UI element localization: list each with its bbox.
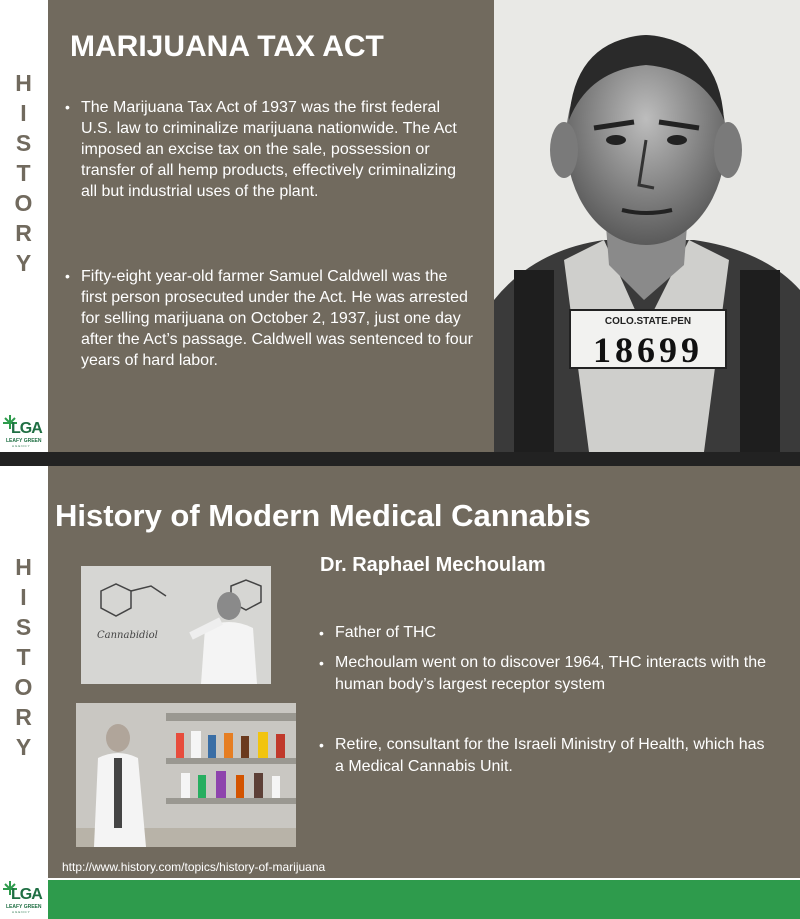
side-letter: Y — [15, 250, 33, 276]
footer-bar — [48, 880, 800, 919]
bullet-tax-act: • The Marijuana Tax Act of 1937 was the first federal U.S. law to criminalize marijuana nationwide. The Act imposed an excise tax on the sale, possession or transfer of all hemp products, effectively criminalizing all but industrial uses of the plant. — [81, 97, 461, 202]
slide-title: MARIJUANA TAX ACT — [70, 30, 384, 63]
logo-tagline: AGENCY — [12, 910, 31, 914]
side-letter: I — [20, 584, 28, 610]
side-letter: S — [15, 130, 33, 156]
source-link[interactable]: http://www.history.com/topics/history-of-marijuana — [62, 860, 326, 874]
plate-number: 18699 — [593, 330, 703, 370]
bullet-father-of-thc: • Father of THC — [335, 622, 775, 644]
person-name: Dr. Raphael Mechoulam — [320, 554, 546, 576]
slide-medical-cannabis — [0, 466, 800, 919]
chalkboard-photo — [81, 566, 271, 684]
side-letter: H — [15, 70, 33, 96]
logo-tagline: AGENCY — [12, 444, 31, 448]
slide-marijuana-tax-act — [0, 0, 800, 452]
caldwell-mugshot-photo — [494, 0, 800, 452]
bullet-caldwell: • Fifty-eight year-old farmer Samuel Caldwell was the first person prosecuted under the Act. He was arrested for selling marijuana on October 2, 1937, just one day after the Act’s passage. Caldwell was sentenced to four years of hard labor. — [81, 266, 476, 371]
side-letter: S — [15, 614, 33, 640]
plate-header: COLO.STATE.PEN — [604, 316, 692, 327]
side-letter: I — [20, 100, 28, 126]
lga-logo — [2, 414, 46, 450]
logo-text: LGA — [11, 886, 42, 903]
side-letter: O — [14, 674, 34, 700]
side-letter: O — [14, 190, 34, 216]
laboratory-photo — [76, 703, 296, 847]
side-letter: R — [15, 220, 33, 246]
side-history-label — [0, 68, 48, 278]
slide-title: History of Modern Medical Cannabis — [55, 498, 591, 533]
lga-logo — [2, 880, 46, 916]
slide-divider — [0, 452, 800, 466]
logo-subtitle: LEAFY GREEN — [6, 438, 42, 444]
side-letter: Y — [15, 734, 33, 760]
side-history-label — [0, 552, 48, 762]
bullet-discovery: • Mechoulam went on to discover 1964, THC interacts with the human body’s largest receptor system — [335, 652, 775, 696]
side-letter: T — [16, 644, 32, 670]
bullet-retirement: • Retire, consultant for the Israeli Ministry of Health, which has a Medical Cannabis Unit. — [335, 734, 775, 778]
side-letter: H — [15, 554, 33, 580]
side-letter: R — [15, 704, 33, 730]
logo-text: LGA — [11, 420, 42, 437]
logo-subtitle: LEAFY GREEN — [6, 904, 42, 910]
side-letter: T — [16, 160, 32, 186]
content-panel — [48, 0, 494, 452]
chalkboard-text: Cannabidiol — [97, 630, 158, 641]
